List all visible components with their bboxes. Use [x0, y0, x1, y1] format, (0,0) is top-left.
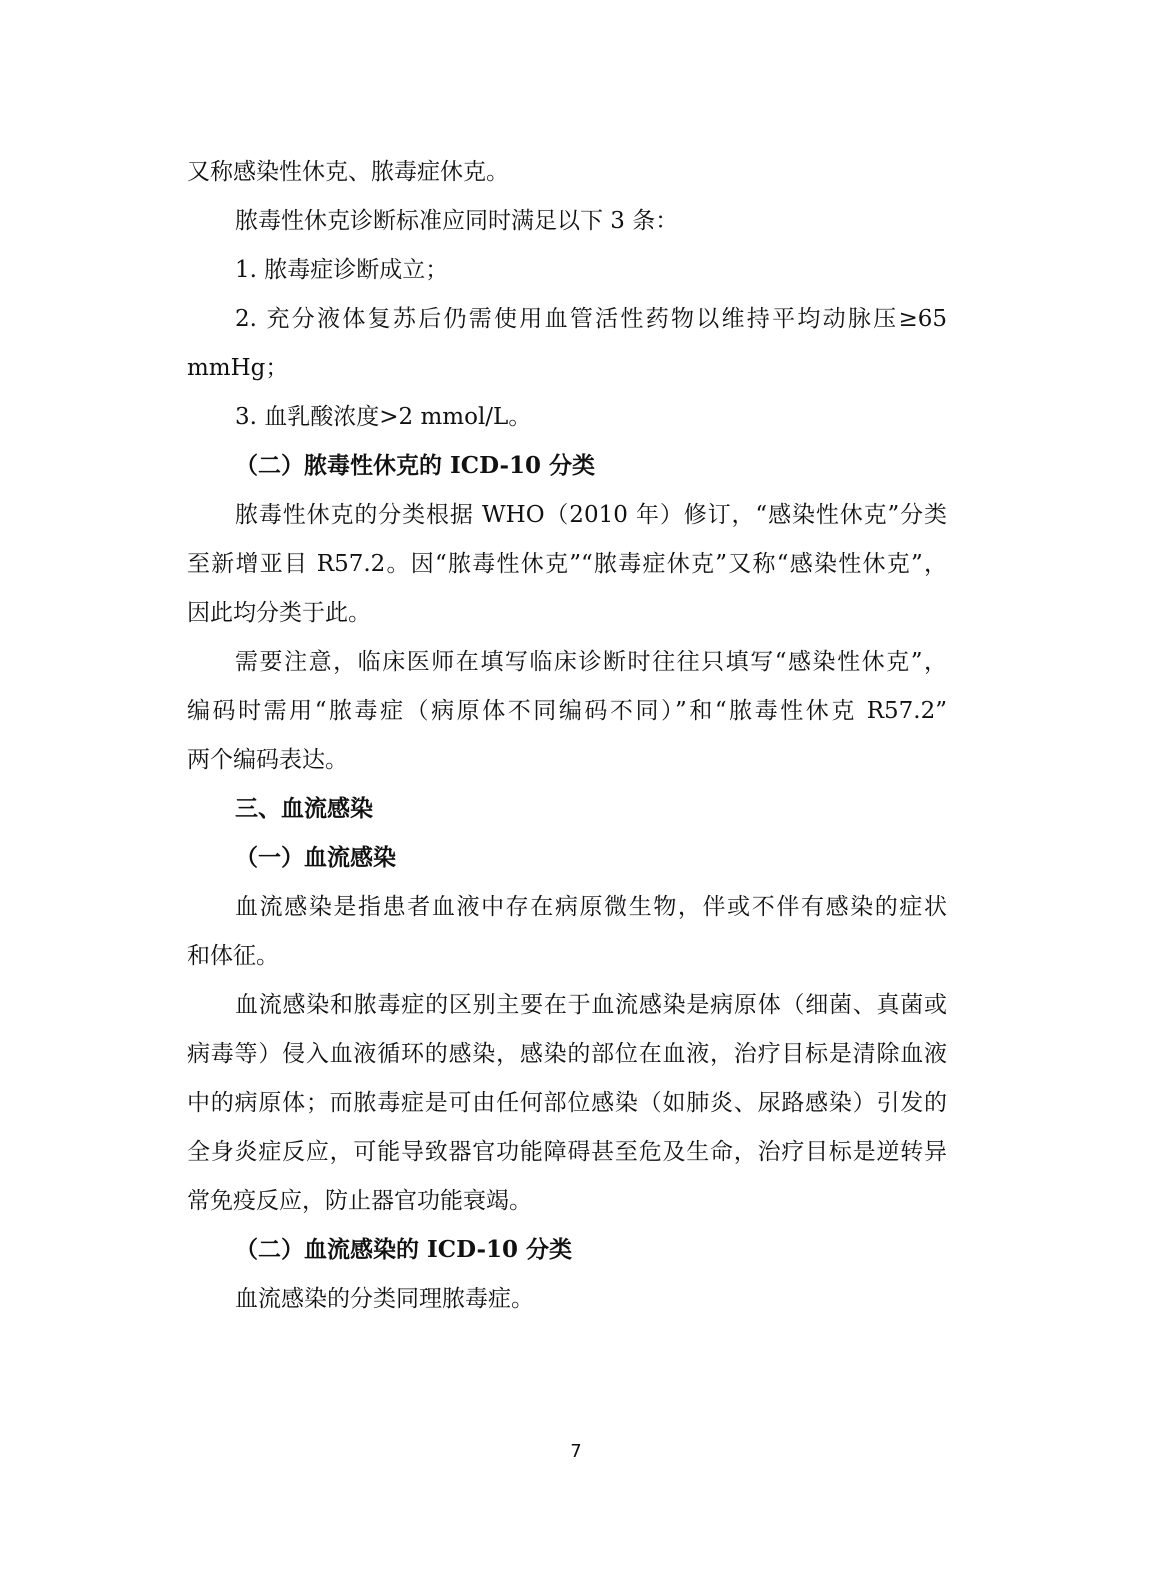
- section-heading-septic-shock-icd: （二）脓毒性休克的 ICD-10 分类: [235, 452, 596, 479]
- criteria-item-2-continued: mmHg；: [187, 355, 289, 381]
- criteria-item-1: 1. 脓毒症诊断成立；: [235, 257, 449, 283]
- page-number: 7: [570, 1441, 582, 1462]
- paragraph-line: 因此均分类于此。: [187, 600, 371, 626]
- paragraph-line: 编码时需用“脓毒症（病原体不同编码不同）”和“脓毒性休克 R57.2”: [187, 698, 947, 724]
- paragraph-line: 血流感染的分类同理脓毒症。: [235, 1286, 534, 1312]
- subsection-heading-bloodstream-infection: （一）血流感染: [235, 844, 396, 871]
- paragraph-line: 血流感染是指患者血液中存在病原微生物，伴或不伴有感染的症状: [235, 894, 947, 920]
- criteria-item-3: 3. 血乳酸浓度>2 mmol/L。: [235, 404, 532, 430]
- paragraph-line: 全身炎症反应，可能导致器官功能障碍甚至危及生命，治疗目标是逆转异: [187, 1139, 947, 1165]
- paragraph-line: 两个编码表达。: [187, 747, 348, 773]
- paragraph-line: 和体征。: [187, 943, 279, 969]
- criteria-item-2: 2. 充分液体复苏后仍需使用血管活性药物以维持平均动脉压≥65: [235, 306, 947, 332]
- criteria-intro: 脓毒性休克诊断标准应同时满足以下 3 条：: [235, 208, 679, 234]
- body-text-line: 又称感染性休克、脓毒症休克。: [187, 159, 509, 185]
- paragraph-line: 常免疫反应，防止器官功能衰竭。: [187, 1188, 532, 1214]
- paragraph-line: 中的病原体；而脓毒症是可由任何部位感染（如肺炎、尿路感染）引发的: [187, 1090, 947, 1116]
- section-heading-bloodstream-infection: 三、血流感染: [235, 795, 373, 822]
- paragraph-line: 至新增亚目 R57.2。因“脓毒性休克”“脓毒症休克”又称“感染性休克”，: [187, 551, 947, 577]
- paragraph-line: 病毒等）侵入血液循环的感染，感染的部位在血液，治疗目标是清除血液: [187, 1041, 947, 1067]
- subsection-heading-bloodstream-icd: （二）血流感染的 ICD-10 分类: [235, 1236, 573, 1263]
- paragraph-line: 脓毒性休克的分类根据 WHO（2010 年）修订，“感染性休克”分类: [235, 502, 947, 528]
- paragraph-line: 血流感染和脓毒症的区别主要在于血流感染是病原体（细菌、真菌或: [235, 992, 947, 1018]
- paragraph-line: 需要注意，临床医师在填写临床诊断时往往只填写“感染性休克”，: [235, 649, 947, 675]
